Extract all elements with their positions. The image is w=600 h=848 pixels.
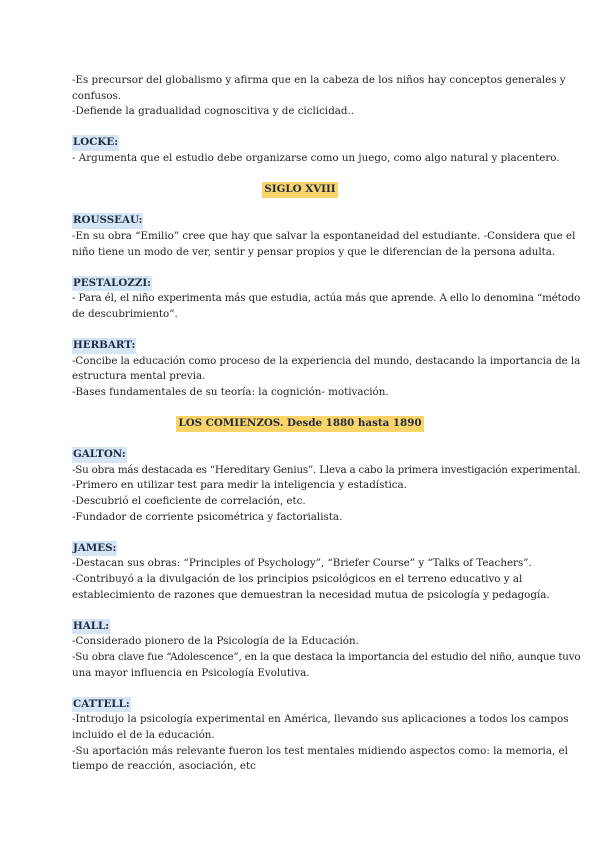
heading-cattell: CATTELL: — [72, 697, 131, 713]
intro-line: -Defiende la gradualidad cognoscitiva y de ciclicidad.. — [72, 105, 355, 118]
galton-line: -Fundador de corriente psicométrica y factorialista. — [72, 510, 343, 523]
hall-line: -Su obra clave fue “Adolescence”, en la que destaca la importancia del estudio del niño, aunque tuvo — [72, 650, 581, 663]
cattell-line: -Introdujo la psicología experimental en América, llevando sus aplicaciones a todos los campos — [72, 713, 569, 726]
locke-line: - Argumenta que el estudio debe organizarse como un juego, como algo natural y placentero. — [72, 151, 560, 164]
herbart-line: -Concibe la educación como proceso de la experiencia del mundo, destacando la importancia de la — [72, 354, 581, 367]
heading-james: JAMES: — [72, 541, 117, 557]
galton-line: -Su obra más destacada es “Hereditary Genius”. Lleva a cabo la primera investigación experimental. — [72, 463, 581, 476]
cattell-line: incluido el de la educación. — [72, 728, 215, 741]
rousseau-line: -En su obra “Emilio” cree que hay que salvar la espontaneidad del estudiante. -Considera que el — [72, 229, 576, 242]
hall-line: una mayor influencia en Psicología Evolutiva. — [72, 666, 310, 679]
heading-siglo-xviii: SIGLO XVIII — [262, 182, 337, 198]
james-line: -Contribuyó a la divulgación de los principios psicológicos en el terreno educativo y al — [72, 573, 523, 585]
heading-hall: HALL: — [72, 619, 110, 635]
heading-locke: LOCKE: — [72, 135, 119, 151]
galton-line: -Primero en utilizar test para medir la inteligencia y estadística. — [72, 479, 407, 492]
heading-galton: GALTON: — [72, 447, 127, 463]
intro-line: -Es precursor del globalismo y afirma que en la cabeza de los niños hay conceptos generales y — [72, 74, 566, 86]
heading-los-comienzos: LOS COMIENZOS. Desde 1880 hasta 1890 — [176, 416, 423, 432]
cattell-line: tiempo de reacción, asociación, etc — [72, 760, 256, 773]
intro-line: confusos. — [72, 89, 122, 102]
hall-line: -Considerado pionero de la Psicología de la Educación. — [72, 635, 359, 648]
herbart-line: -Bases fundamentales de su teoría: la cognición- motivación. — [72, 385, 389, 398]
pestalozzi-line: - Para él, el niño experimenta más que estudia, actúa más que aprende. A ello lo denomina “método — [72, 292, 581, 305]
heading-pestalozzi: PESTALOZZI: — [72, 276, 152, 292]
james-line: establecimiento de razones que demuestran la necesidad mutua de psicología y pedagogía. — [72, 588, 550, 601]
james-line: -Destacan sus obras: “Principles of Psychology”, “Briefer Course” y “Talks of Teachers”. — [72, 557, 532, 570]
rousseau-line: niño tiene un modo de ver, sentir y pensar propios y que le diferencian de la persona adulta. — [72, 245, 556, 258]
galton-line: -Descubrió el coeficiente de correlación, etc. — [72, 495, 306, 508]
cattell-line: -Su aportación más relevante fueron los test mentales midiendo aspectos como: la memoria, el — [72, 744, 568, 757]
pestalozzi-line: de descubrimiento”. — [72, 307, 178, 320]
heading-herbart: HERBART: — [72, 338, 136, 354]
herbart-line: estructura mental previa. — [72, 370, 206, 383]
heading-rousseau: ROUSSEAU: — [72, 213, 143, 229]
